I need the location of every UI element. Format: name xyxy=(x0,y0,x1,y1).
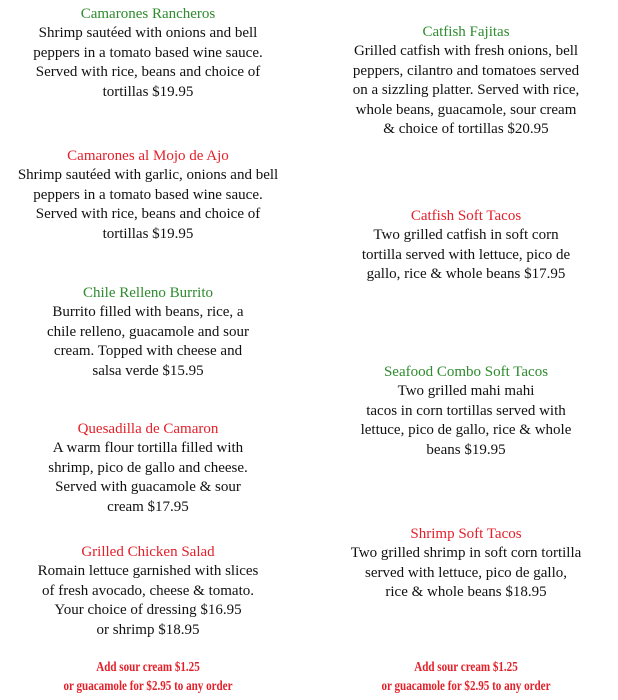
addon-line-1: Add sour cream $1.25 xyxy=(96,659,200,674)
menu-item xyxy=(0,284,303,381)
menu-item-description-line: lettuce, pico de gallo, rice & whole xyxy=(360,422,572,439)
addon-line-2: or guacamole for $2.95 to any order xyxy=(63,678,233,693)
menu-item-title: Catfish Fajitas xyxy=(422,24,510,40)
menu-item-description-line: chile relleno, guacamole and sour xyxy=(46,323,249,340)
menu-item-description-line: cream $17.95 xyxy=(107,498,189,515)
menu-item xyxy=(0,420,303,517)
menu-item-description-line: Shrimp sautéed with onions and bell xyxy=(38,25,258,42)
menu-item-description-line: peppers, cilantro and tomatoes served xyxy=(352,62,580,79)
menu-item-title: Catfish Soft Tacos xyxy=(410,208,522,224)
menu-item-description-line: shrimp, pico de gallo and cheese. xyxy=(48,459,248,476)
menu-item-description-line: Two grilled shrimp in soft corn tortilla xyxy=(350,545,582,562)
menu-item xyxy=(311,363,618,460)
menu-item-description-line: A warm flour tortilla filled with xyxy=(52,440,244,457)
menu-item-description-line: Shrimp sautéed with garlic, onions and bell xyxy=(17,167,279,184)
menu-item-title: Shrimp Soft Tacos xyxy=(410,526,522,542)
menu-item-description-line: gallo, rice & whole beans $17.95 xyxy=(366,266,566,283)
menu-item-description-line: tortillas $19.95 xyxy=(102,83,194,100)
menu-item-description-line: Served with rice, beans and choice of xyxy=(35,64,261,81)
menu-item-description-line: peppers in a tomato based wine sauce. xyxy=(33,186,263,203)
menu-item-description-line: Served with rice, beans and choice of xyxy=(35,206,261,223)
menu-item-description-line: Two grilled mahi mahi xyxy=(397,383,535,400)
menu-item-description-line: tortilla served with lettuce, pico de xyxy=(361,246,571,263)
menu-item-title: Grilled Chicken Salad xyxy=(81,544,215,560)
menu-item-description-line: served with lettuce, pico de gallo, xyxy=(364,564,568,581)
menu-item-description-line: Burrito filled with beans, rice, a xyxy=(52,304,244,321)
menu-item-description-line: & choice of tortillas $20.95 xyxy=(383,121,549,138)
addon-line-2: or guacamole for $2.95 to any order xyxy=(381,678,551,693)
menu-item xyxy=(0,5,303,102)
menu-item xyxy=(311,207,618,285)
menu-item-description-line: Served with guacamole & sour xyxy=(55,479,241,496)
menu-item-description-line: on a sizzling platter. Served with rice, xyxy=(352,82,580,99)
menu-item-title: Chile Relleno Burrito xyxy=(83,285,213,301)
addon-line-1: Add sour cream $1.25 xyxy=(414,659,518,674)
menu-item-description-line: cream. Topped with cheese and xyxy=(53,343,243,360)
menu-item-description-line: of fresh avocado, cheese & tomato. xyxy=(42,582,254,599)
menu-item xyxy=(311,525,618,603)
addon-note-left xyxy=(21,657,275,695)
menu-item-description-line: whole beans, guacamole, sour cream xyxy=(355,101,577,118)
menu-item xyxy=(311,23,618,139)
menu-item-title: Camarones al Mojo de Ajo xyxy=(67,148,229,164)
menu-item xyxy=(0,147,303,244)
addon-note-right xyxy=(339,657,593,695)
menu-item-description-line: Romain lettuce garnished with slices xyxy=(37,563,259,580)
menu-item-description-line: tacos in corn tortillas served with xyxy=(366,402,566,419)
menu-item-description-line: salsa verde $15.95 xyxy=(92,362,204,379)
menu-item-description-line: rice & whole beans $18.95 xyxy=(385,584,547,601)
menu-item-description-line: Your choice of dressing $16.95 xyxy=(54,602,242,619)
menu-item-title: Camarones Rancheros xyxy=(80,6,216,22)
menu-item xyxy=(0,543,303,640)
menu-item-title: Seafood Combo Soft Tacos xyxy=(383,364,549,380)
menu-item-description-line: beans $19.95 xyxy=(426,441,506,458)
menu-item-description-line: Two grilled catfish in soft corn xyxy=(373,227,559,244)
menu-item-description-line: tortillas $19.95 xyxy=(102,225,194,242)
menu-item-description-line: Grilled catfish with fresh onions, bell xyxy=(353,43,579,60)
menu-item-title: Quesadilla de Camaron xyxy=(77,421,219,437)
menu-item-description-line: peppers in a tomato based wine sauce. xyxy=(33,44,263,61)
menu-item-description-line: or shrimp $18.95 xyxy=(96,621,200,638)
